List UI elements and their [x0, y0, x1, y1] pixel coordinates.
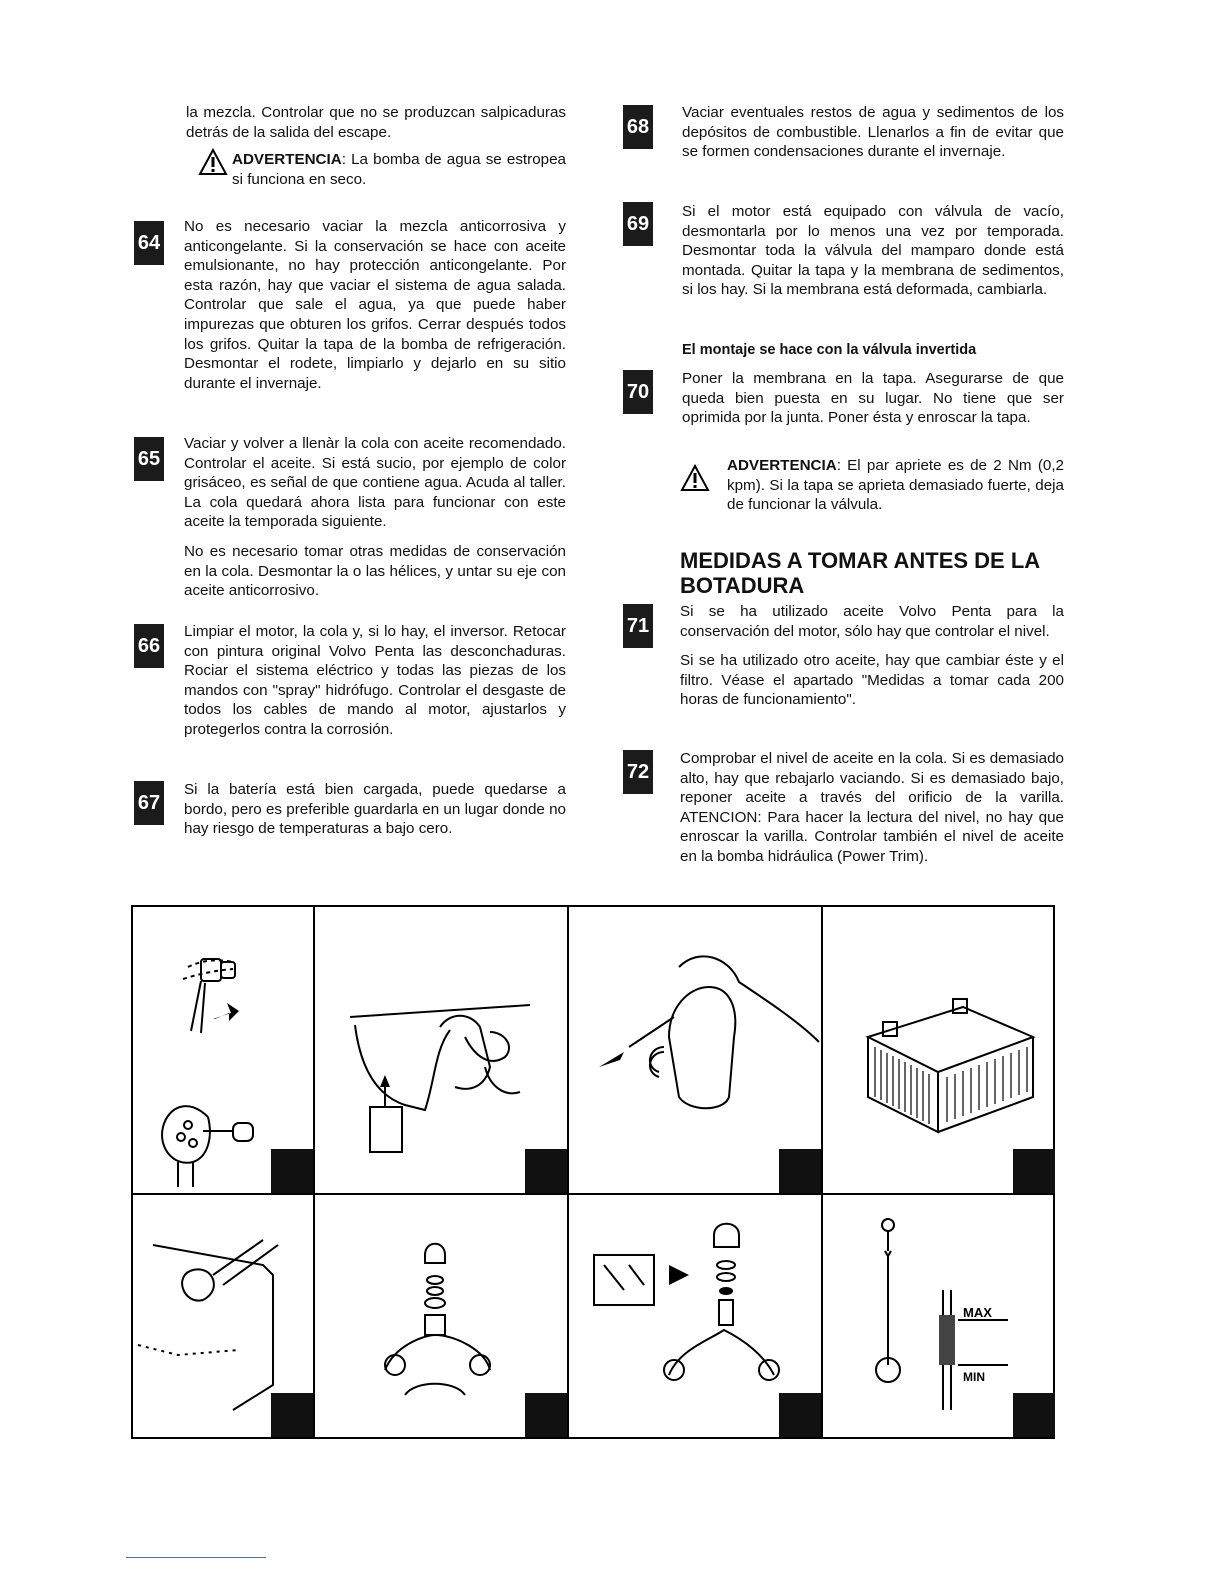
figure-marker	[271, 1149, 313, 1193]
valve-subheading: El montaje se hace con la válvula invertida	[682, 342, 977, 358]
figure-marker	[525, 1149, 567, 1193]
figure-marker	[271, 1393, 313, 1437]
footer-rule	[126, 1557, 266, 1558]
warning-dry-run	[198, 148, 568, 192]
section-heading: MEDIDAS A TOMAR ANTES DE LA BOTADURA	[680, 548, 1040, 598]
figure-64	[133, 907, 315, 1195]
step-number-70: 70	[623, 370, 653, 414]
figure-67	[823, 907, 1055, 1195]
warning-torque	[680, 456, 1064, 520]
step-71-text: Si se ha utilizado aceite Volvo Penta para la conservación del motor, sólo hay que controlar el nivel. Si se ha utilizado otro aceite, hay que cambiar éste y el filtro. Véase el apartado "Medidas a tomar cada 200 horas de funcionamiento".	[680, 603, 1064, 709]
warning-label: ADVERTENCIA	[232, 151, 342, 168]
step-68-text: Vaciar eventuales restos de agua y sedimentos de los depósitos de combustible. Llenarlos a fin de evitar que se formen condensaciones durante el invernaje.	[682, 104, 1064, 161]
figure-70	[569, 1195, 823, 1437]
figure-68	[133, 1195, 315, 1437]
figure-grid	[131, 905, 1055, 1439]
figure-71	[823, 1195, 1055, 1437]
step-67-text: Si la batería está bien cargada, puede quedarse a bordo, pero es preferible guardarla en un lugar donde no hay riesgo de temperaturas a bajo cero.	[184, 781, 566, 838]
step-number-64: 64	[134, 221, 164, 265]
warning-triangle-icon	[680, 464, 710, 492]
step-number-65: 65	[134, 437, 164, 481]
step-number-68: 68	[623, 105, 653, 149]
step-number-66: 66	[134, 624, 164, 668]
figure-marker	[1013, 1393, 1055, 1437]
max-label: MAX	[963, 1305, 992, 1320]
warning-text: : El par apriete es de 2 Nm (0,2 kpm). Si la tapa se aprieta demasiado fuerte, deja de funcionar la válvula.	[727, 457, 1064, 514]
step-66-text: Limpiar el motor, la cola y, si lo hay, el inversor. Retocar con pintura original Volvo Penta las desconchaduras. Rociar el sistema eléctrico y todas las piezas de los mandos con "spray" hidrófugo. Controlar el desgaste de todos los cables de mando al motor, ajustarlos y protegerlos contra la corrosión.	[184, 623, 566, 738]
figure-66	[569, 907, 823, 1195]
left-intro: la mezcla. Controlar que no se produzcan salpicaduras detrás de la salida del escape.	[186, 104, 566, 141]
figure-69	[315, 1195, 569, 1437]
figure-65	[315, 907, 569, 1195]
step-70-text: Poner la membrana en la tapa. Asegurarse de que queda bien puesta en su lugar. No tiene que ser oprimida por la junta. Poner ésta y enroscar la tapa.	[682, 370, 1064, 427]
figure-marker	[779, 1149, 821, 1193]
step-number-72: 72	[623, 750, 653, 794]
step-number-69: 69	[623, 202, 653, 246]
step-69-text: Si el motor está equipado con válvula de vacío, desmontarla por lo menos una vez por temporada. Desmontar toda la válvula del mamparo donde está montada. Quitar la tapa y la membrana de sedimentos, si los hay. Si la membrana está deformada, cambiarla.	[682, 203, 1064, 299]
figure-marker	[525, 1393, 567, 1437]
figure-marker	[779, 1393, 821, 1437]
step-number-71: 71	[623, 604, 653, 648]
step-65-text: Vaciar y volver a llenàr la cola con aceite recomendado. Controlar el aceite. Si está sucio, por ejemplo de color grisáceo, es señal de que contiene agua. Acuda al taller. La cola quedará ahora lista para funcionar con este aceite la temporada siguiente. No es necesario tomar otras medidas de conservación en la cola. Desmontar la o las hélices, y untar su eje con aceite anticorrosivo.	[184, 435, 566, 600]
warning-triangle-icon	[198, 148, 228, 176]
warning-text: : La bomba de agua se estropea si funciona en seco.	[232, 151, 566, 188]
step-64-text: No es necesario vaciar la mezcla anticorrosiva y anticongelante. Si la conservación se hace con aceite emulsionante, no hay protección anticongelante. Por esta razón, hay que vaciar el sistema de agua salada. Controlar que sale el agua, ya que puede haber impurezas que obturen los grifos. Cerrar después todos los grifos. Quitar la tapa de la bomba de refrigeración. Desmontar el rodete, limpiarlo y dejarlo en su sitio durante el invernaje.	[184, 218, 566, 392]
min-label: MIN	[963, 1370, 985, 1384]
figure-marker	[1013, 1149, 1055, 1193]
step-72-text: Comprobar el nivel de aceite en la cola. Si es demasiado alto, hay que rebajarlo vaciando. Si es demasiado bajo, reponer aceite a través del orificio de la varilla. ATENCION: Para hacer la lectura del nivel, no hay que enroscar la varilla. Controlar también el nivel de aceite en la bomba hidráulica (Power Trim).	[680, 750, 1064, 865]
warning-label: ADVERTENCIA	[727, 457, 837, 474]
step-number-67: 67	[134, 781, 164, 825]
